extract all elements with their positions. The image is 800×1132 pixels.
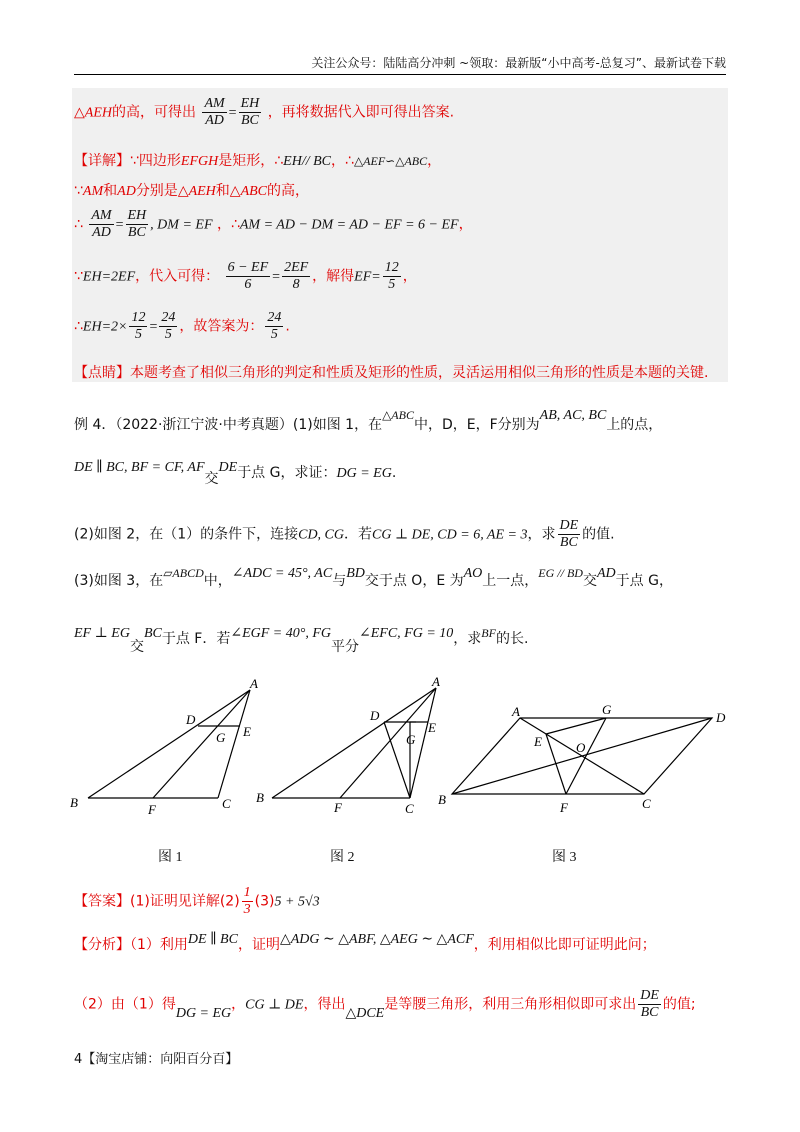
label-d: D	[370, 708, 380, 723]
fraction: $\frac{EH}{BC}$	[240, 96, 260, 128]
geometry-figures	[0, 670, 800, 840]
label-c: C	[222, 796, 231, 811]
analysis-line-2: （2）由（1）得DG = EG，CG ⊥ DE，得出△DCE是等腰三角形，利用三角形相似即可求出 $\frac{DE}{BC}$ 的值;	[74, 988, 696, 1021]
segment-af	[153, 690, 250, 798]
page-footer: 4【淘宝店铺：向阳百分百】	[74, 1052, 239, 1067]
page-header: 关注公众号：陆陆高分冲刺 ~领取：最新版“小中高考-总复习”、最新试卷下载	[74, 54, 726, 75]
fraction: $\frac{EH}{BC}$	[127, 208, 147, 240]
detail-tag: 【详解】	[74, 153, 130, 169]
label-a: A	[250, 676, 258, 691]
label-e: E	[428, 720, 436, 735]
solution-line-1: △AEH的高，可得出 $\frac{AM}{AD}$ = $\frac{EH}{BC}$ ，再将数据代入即可得出答案.	[74, 96, 455, 128]
label-b: B	[256, 790, 264, 805]
label-g: G	[602, 702, 612, 717]
answer-line: 【答案】(1)证明见详解(2) $\frac{1}{3}$ (3)5 + 5√3	[74, 885, 320, 917]
label-e: E	[534, 734, 542, 749]
label-f: F	[148, 802, 156, 817]
segment-ef	[546, 734, 566, 794]
fraction: $\frac{2EF}{8}$	[284, 260, 309, 292]
label-b: B	[70, 795, 78, 810]
fraction: $\frac{24}{5}$	[161, 310, 176, 342]
label-c: C	[642, 796, 651, 811]
label-b: B	[438, 792, 446, 807]
remark-tag: 【点睛】	[74, 365, 130, 381]
label-g: G	[216, 730, 226, 745]
solution-line-7: 【点睛】本题考查了相似三角形的判定和性质及矩形的性质，灵活运用相似三角形的性质是本题的关键.	[74, 365, 709, 381]
fraction: $\frac{12}{5}$	[384, 260, 399, 292]
solution-line-4: ∴ $\frac{AM}{AD}$ = $\frac{EH}{BC}$ , DM = EF ，∴AM = AD − DM = AD − EF = 6 − EF，	[74, 208, 473, 240]
label-a: A	[432, 674, 440, 689]
analysis-line-1: 【分析】（1）利用DE ∥ BC，证明△ADG ∼ △ABF, △AEG ∼ △ACF，利用相似比即可证明此问；	[74, 932, 656, 953]
analysis-tag: 【分析】	[74, 937, 130, 953]
label-d: D	[186, 712, 196, 727]
figure-1	[88, 690, 250, 798]
figure-3	[452, 718, 712, 794]
figure-2-caption: 图 2	[330, 850, 355, 865]
example-line-2: DE ∥ BC, BF = CF, AF交DE于点 G，求证：DG = EG.	[74, 460, 397, 487]
fraction: $\frac{12}{5}$	[131, 310, 146, 342]
label-o: O	[576, 740, 586, 755]
segment-eg	[546, 718, 606, 734]
label-c: C	[405, 801, 414, 816]
label-a: A	[512, 704, 520, 719]
segment-ab	[88, 690, 250, 798]
text: ，再将数据代入即可得出答案.	[267, 104, 455, 121]
fraction: $\frac{AM}{AD}$	[204, 96, 225, 128]
label-f: F	[560, 800, 568, 815]
example-line-4: (3)如图 3，在▱ABCD中，∠ADC = 45°, AC与BD交于点 O，E 为AO上一点，EG // BD交AD于点 G，	[74, 566, 673, 589]
figure-3-caption: 图 3	[552, 850, 577, 865]
example-line-5: EF ⊥ EG交BC于点 F．若∠EGF = 40°, FG平分∠EFC, FG = 10，求BF的长.	[74, 626, 529, 655]
text: 的高，可得出	[111, 104, 196, 121]
figure-labels	[70, 674, 726, 817]
fraction: $\frac{DE}{BC}$	[640, 988, 659, 1020]
label-d: D	[716, 710, 726, 725]
text: △AEH	[74, 105, 112, 121]
fraction: $\frac{24}{5}$	[267, 310, 282, 342]
label-g: G	[406, 732, 416, 747]
figure-1-caption: 图 1	[158, 850, 183, 865]
solution-line-6: ∴EH=2× $\frac{12}{5}$ = $\frac{24}{5}$ ，故答案为： $\frac{24}{5}$ .	[74, 310, 290, 342]
segment-fg	[566, 718, 606, 794]
example-line-1: 例 4．（2022·浙江宁波·中考真题）(1)如图 1，在△ABC中，D，E，F分别为AB, AC, BC上的点，	[74, 408, 663, 433]
solution-line-2: 【详解】∵四边形EFGH是矩形，∴EH// BC，∴△AEF∽△ABC，	[74, 153, 442, 169]
fraction: $\frac{6 - EF}{6}$	[227, 260, 269, 292]
label-f: F	[334, 800, 342, 815]
segment-ac	[520, 718, 644, 794]
solution-line-3: ∵AM和AD分别是△AEH和△ABC的高，	[74, 183, 310, 199]
fraction: $\frac{DE}{BC}$	[559, 518, 579, 550]
label-e: E	[243, 724, 251, 739]
answer-tag: 【答案】	[74, 893, 130, 910]
example-line-3: (2)如图 2，在（1）的条件下，连接CD, CG．若CG ⊥ DE, CD = 6, AE = 3，求 $\frac{DE}{BC}$ 的值.	[74, 518, 615, 550]
fraction: $\frac{1}{3}$	[243, 885, 251, 917]
fraction: $\frac{AM}{AD}$	[91, 208, 112, 240]
solution-line-5: ∵EH=2EF，代入可得： $\frac{6 - EF}{6}$ = $\frac{2EF}{8}$ ，解得EF= $\frac{12}{5}$ ，	[74, 260, 417, 292]
